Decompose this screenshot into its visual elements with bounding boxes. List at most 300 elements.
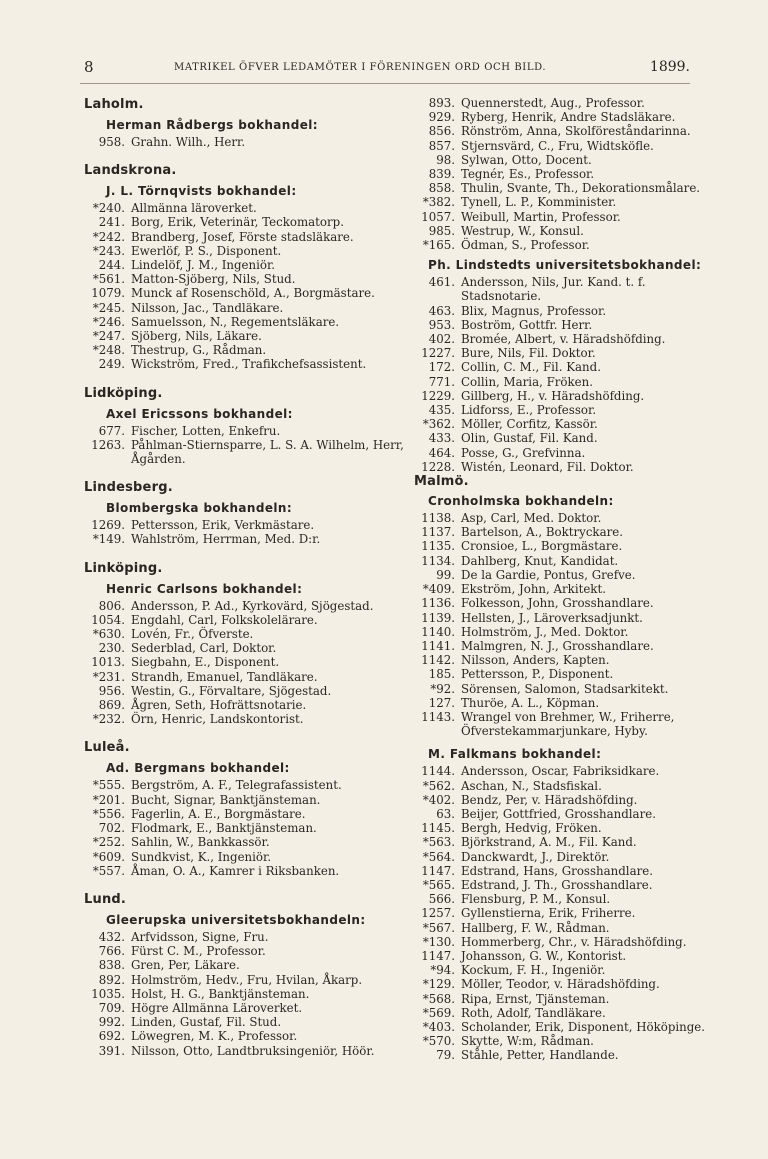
member-number: *564. [422,849,455,864]
member-number: *403. [422,1019,455,1034]
member-name: Beijer, Gottfried, Grosshandlare. [461,806,656,821]
member-number: 1141. [421,638,455,653]
member-name: Wrangel von Brehmer, W., Friherre, Öfverstekammarjunkare, Hyby. [461,709,675,739]
member-name: Holmström, Hedv., Fru, Hvilan, Åkarp. [131,972,363,987]
member-entry [414,181,728,195]
member-name: Allmänna läroverket. [131,201,257,216]
member-name: Thuröe, A. L., Köpman. [461,695,600,710]
member-name: Pettersson, P., Disponent. [461,667,614,682]
member-entry [414,195,728,209]
member-number: *555. [92,778,125,793]
member-number: 402. [428,332,455,347]
page-header [84,58,690,78]
bookshop-heading: Herman Rådbergs bokhandel: [106,118,318,132]
member-name: Edstrand, Hans, Grosshandlare. [461,863,653,878]
member-entry [414,460,728,474]
member-entry [414,949,728,963]
member-entry [414,611,728,625]
page-number: 8 [84,58,94,76]
member-number: *129. [422,977,455,992]
member-entry [414,667,728,681]
member-entry [414,653,728,667]
member-entry [84,655,404,669]
member-entry [414,431,728,445]
member-name: Weibull, Martin, Professor. [461,209,621,224]
bookshop-heading: M. Falkmans bokhandel: [428,747,602,762]
member-entry [84,641,404,655]
member-name: Ripa, Ernst, Tjänsteman. [461,991,610,1006]
member-name: Arfvidsson, Signe, Fru. [131,929,269,944]
member-name: Posse, G., Grefvinna. [461,445,586,460]
member-entry [414,864,728,878]
member-entry [414,963,728,977]
member-name: Nilsson, Anders, Kapten. [461,653,610,668]
member-number: 185. [428,667,455,682]
member-entry [84,864,404,878]
member-number: 893. [428,96,455,110]
member-entry [414,582,728,596]
member-name: Tynell, L. P., Komminister. [461,195,617,210]
town-heading: Lindesberg. [84,480,173,496]
member-number: 1139. [421,610,455,625]
member-entry [414,446,728,460]
member-entry [414,360,728,374]
member-number: *245. [92,300,125,315]
member-name: Grahn. Wilh., Herr. [131,135,246,149]
member-number: 461. [428,275,455,290]
member-name: Ågren, Seth, Hofrättsnotarie. [131,698,307,713]
member-number: 856. [428,124,455,139]
member-number: 433. [428,431,455,446]
member-number: 249. [98,357,125,372]
member-name: Fürst C. M., Professor. [131,944,266,959]
member-entry [84,215,404,229]
member-number: 1138. [421,511,455,526]
member-number: 1228. [421,459,455,474]
member-number: *570. [422,1034,455,1049]
member-number: *248. [92,343,125,358]
member-name: Sundkvist, K., Ingeniör. [131,849,272,864]
town-heading: Lund. [84,891,127,907]
member-name: Hallberg, F. W., Rådman. [461,920,610,935]
member-entry [414,977,728,991]
member-number: 869. [98,698,125,713]
member-name: Tegnér, Es., Professor. [461,167,595,182]
member-number: 953. [428,317,455,332]
member-entry [414,511,728,525]
member-name: Holst, H. G., Banktjänsteman. [131,986,310,1001]
member-entry [84,135,404,149]
member-name: Möller, Teodor, v. Häradshöfding. [461,977,660,992]
member-entry [414,554,728,568]
member-number: 98. [436,152,455,167]
member-number: *562. [422,778,455,793]
member-entry [84,958,404,972]
bookshop-heading: Blombergska bokhandeln: [106,501,293,516]
member-entry [84,835,404,849]
member-name: Sahlin, W., Bankkassör. [131,835,270,850]
member-entry [84,532,404,546]
member-number: *568. [422,991,455,1006]
member-number: 432. [98,929,125,944]
member-entry [84,258,404,272]
member-number: 992. [98,1015,125,1030]
member-number: 463. [428,303,455,318]
member-number: 230. [98,641,125,656]
member-entry [414,1048,728,1062]
member-number: 857. [428,138,455,153]
member-entry [84,1029,404,1043]
member-name: Westin, G., Förvaltare, Sjögestad. [131,683,332,698]
member-name: Örn, Henric, Landskontorist. [131,712,304,727]
member-number: 391. [98,1043,125,1058]
member-entry [414,167,728,181]
member-number: 1134. [421,553,455,568]
member-entry [414,389,728,403]
member-name: Aschan, N., Stadsfiskal. [461,778,602,793]
member-name: Ewerlöf, P. S., Disponent. [131,243,282,258]
member-name: Pettersson, Erik, Verkmästare. [131,518,315,533]
member-entry [84,807,404,821]
member-name: Påhlman-Stiernsparre, L. S. A. Wilhelm, Herr, Ågården. [131,437,404,467]
member-name: Bergh, Hedvig, Fröken. [461,821,602,836]
member-name: Munck af Rosenschöld, A., Borgmästare. [131,286,375,301]
member-entry [414,568,728,582]
member-entry [414,710,728,738]
member-entry [84,850,404,864]
member-entry [414,850,728,864]
member-name: Roth, Adolf, Tandläkare. [461,1005,606,1020]
member-name: Rönström, Anna, Skolföreståndarinna. [461,124,691,139]
member-name: Olin, Gustaf, Fil. Kand. [461,431,598,446]
member-number: 1057. [421,209,455,224]
member-number: 464. [428,445,455,460]
member-entry [84,286,404,300]
member-name: Ekström, John, Arkitekt. [461,582,606,597]
member-number: 692. [98,1029,125,1044]
member-number: 244. [98,258,125,273]
member-number: 766. [98,944,125,959]
right-column [414,96,728,1063]
member-name: Asp, Carl, Med. Doktor. [461,511,602,526]
member-name: Lindelöf, J. M., Ingeniör. [131,258,276,273]
member-entry [414,696,728,710]
member-number: 1142. [421,653,455,668]
member-entry [84,944,404,958]
member-number: 1136. [421,596,455,611]
member-entry [414,1020,728,1034]
town-heading: Luleå. [84,740,130,756]
member-name: Westrup, W., Konsul. [461,223,584,238]
member-entry [84,201,404,215]
member-entry [414,110,728,124]
member-name: Gillberg, H., v. Häradshöfding. [461,388,645,403]
member-entry [414,318,728,332]
header-rule [80,83,690,84]
member-name: Holmström, J., Med. Doktor. [461,624,629,639]
member-number: 958. [98,135,125,149]
member-entry [414,793,728,807]
member-entry [414,639,728,653]
member-entry [414,921,728,935]
member-name: Malmgren, N. J., Grosshandlare. [461,638,654,653]
member-number: *149. [92,532,125,547]
left-column [84,96,404,1058]
member-name: Wistén, Leonard, Fil. Doktor. [461,459,634,474]
member-name: Sörensen, Salomon, Stadsarkitekt. [461,681,669,696]
member-number: 892. [98,972,125,987]
member-number: 1140. [421,624,455,639]
member-number: *243. [92,243,125,258]
member-entry [84,301,404,315]
member-entry [414,403,728,417]
member-name: Löwegren, M. K., Professor. [131,1029,298,1044]
member-name: Åman, O. A., Kamrer i Riksbanken. [131,863,340,878]
member-name: Thulin, Svante, Th., Dekorationsmålare. [461,181,701,196]
member-number: *565. [422,877,455,892]
member-entry [414,807,728,821]
town-heading: Laholm. [84,97,144,112]
member-entry [414,539,728,553]
bookshop-heading: Cronholmska bokhandeln: [428,494,614,509]
member-number: 1257. [421,906,455,921]
member-name: Engdahl, Carl, Folkskolelärare. [131,612,318,627]
bookshop-heading: Ph. Lindstedts universitetsbokhandel: [428,258,702,273]
member-number: 929. [428,110,455,125]
member-entry [414,304,728,318]
member-name: Quennerstedt, Aug., Professor. [461,96,645,110]
member-number: *92. [430,681,455,696]
member-entry [84,1044,404,1058]
member-name: Linden, Gustaf, Fil. Stud. [131,1015,282,1030]
member-name: Stjernsvärd, C., Fru, Widtsköfle. [461,138,654,153]
member-entry [414,835,728,849]
member-number: 566. [428,892,455,907]
member-entry [84,272,404,286]
member-number: 677. [98,423,125,438]
member-entry [414,224,728,238]
member-entry [414,1006,728,1020]
member-number: 839. [428,167,455,182]
member-entry [84,793,404,807]
member-number: 1054. [91,612,125,627]
member-entry [414,153,728,167]
member-name: Fischer, Lotten, Enkefru. [131,423,281,438]
member-name: Johansson, G. W., Kontorist. [461,948,627,963]
bookshop-heading: Gleerupska universitetsbokhandeln: [106,912,366,927]
member-number: 771. [428,374,455,389]
member-name: Nilsson, Jac., Tandläkare. [131,300,284,315]
member-name: Björkstrand, A. M., Fil. Kand. [461,835,637,850]
member-number: *246. [92,314,125,329]
member-entry [84,613,404,627]
member-entry [84,599,404,613]
member-name: Lidforss, E., Professor. [461,403,597,418]
member-name: Fagerlin, A. E., Borgmästare. [131,806,306,821]
member-number: *94. [430,963,455,978]
member-number: 79. [436,1048,455,1063]
member-entry [414,821,728,835]
member-entry [414,210,728,224]
member-number: *409. [422,582,455,597]
member-number: 985. [428,223,455,238]
member-number: *402. [422,792,455,807]
member-entry [84,821,404,835]
member-number: *130. [422,934,455,949]
member-entry [414,764,728,778]
member-name: Ryberg, Henrik, Andre Stadsläkare. [461,110,676,125]
member-entry [414,275,728,303]
member-name: Nilsson, Otto, Landtbruksingeniör, Höör. [131,1043,375,1058]
member-number: *165. [422,238,455,253]
member-name: Högre Allmänna Läroverket. [131,1000,303,1015]
member-entry [414,935,728,949]
member-name: Bucht, Signar, Banktjänsteman. [131,792,321,807]
member-name: Sjöberg, Nils, Läkare. [131,329,262,344]
member-entry [414,992,728,1006]
member-number: *561. [92,272,125,287]
member-number: 1147. [421,948,455,963]
member-name: Brandberg, Josef, Förste stadsläkare. [131,229,354,244]
member-number: *630. [92,627,125,642]
member-entry [84,343,404,357]
member-name: Danckwardt, J., Direktör. [461,849,610,864]
member-name: Bendz, Per, v. Häradshöfding. [461,792,638,807]
member-name: Hellsten, J., Läroverksadjunkt. [461,610,643,625]
member-name: Skytte, W:m, Rådman. [461,1034,594,1049]
member-name: Folkesson, John, Grosshandlare. [461,596,654,611]
member-name: Hommerberg, Chr., v. Häradshöfding. [461,934,687,949]
member-name: Wickström, Fred., Trafikchefsassistent. [131,357,367,372]
member-name: Andersson, Nils, Jur. Kand. t. f. Stadsnotarie. [461,275,646,304]
member-name: Collin, Maria, Fröken. [461,374,594,389]
member-number: *231. [92,669,125,684]
member-number: *556. [92,806,125,821]
member-entry [414,892,728,906]
member-entry [414,139,728,153]
member-name: Edstrand, J. Th., Grosshandlare. [461,877,653,892]
member-number: 1137. [421,525,455,540]
member-name: Ödman, S., Professor. [461,238,590,253]
member-name: Kockum, F. H., Ingeniör. [461,963,606,978]
member-name: Flensburg, P. M., Konsul. [461,892,611,907]
member-name: Sederblad, Carl, Doktor. [131,641,277,656]
member-number: 435. [428,403,455,418]
bookshop-heading: J. L. Törnqvists bokhandel: [106,184,297,199]
member-name: Cronsioe, L., Borgmästare. [461,539,623,554]
member-number: 1263. [91,437,125,452]
member-number: 838. [98,958,125,973]
member-entry [414,346,728,360]
member-entry [84,1015,404,1029]
member-name: Scholander, Erik, Disponent, Hököpinge. [461,1019,706,1034]
member-entry [414,906,728,920]
member-entry [84,973,404,987]
member-number: 1229. [421,388,455,403]
member-entry [84,329,404,343]
member-name: Borg, Erik, Veterinär, Teckomatorp. [131,215,344,230]
member-entry [414,124,728,138]
member-number: 709. [98,1000,125,1015]
member-name: Dahlberg, Knut, Kandidat. [461,553,619,568]
member-number: 1143. [421,709,455,724]
member-name: Bromée, Albert, v. Häradshöfding. [461,332,666,347]
member-name: Andersson, Oscar, Fabriksidkare. [461,764,660,779]
member-name: Gyllenstierna, Erik, Friherre. [461,906,636,921]
member-name: Lovén, Fr., Öfverste. [131,627,254,642]
member-entry [414,779,728,793]
member-number: *240. [92,201,125,216]
member-number: *557. [92,863,125,878]
member-number: 1013. [91,655,125,670]
member-entry [414,417,728,431]
member-number: *362. [422,417,455,432]
member-number: 127. [428,695,455,710]
member-entry [84,244,404,258]
member-entry [414,375,728,389]
header-year: 1899. [649,59,690,75]
member-entry [84,712,404,726]
member-name: Boström, Gottfr. Herr. [461,317,593,332]
member-entry [84,315,404,329]
town-heading: Lidköping. [84,385,163,401]
member-number: *567. [422,920,455,935]
member-entry [414,682,728,696]
member-name: Andersson, P. Ad., Kyrkovärd, Sjögestad. [131,598,374,613]
member-entry [414,1034,728,1048]
member-number: *242. [92,229,125,244]
member-name: Blix, Magnus, Professor. [461,303,607,318]
town-heading: Linköping. [84,560,163,576]
member-name: Bartelson, A., Boktryckare. [461,525,623,540]
member-number: *232. [92,712,125,727]
member-entry [414,596,728,610]
member-entry [414,332,728,346]
member-number: 858. [428,181,455,196]
member-entry [84,1001,404,1015]
member-name: Strandh, Emanuel, Tandläkare. [131,669,318,684]
town-heading: Malmö. [414,474,469,490]
member-name: Bure, Nils, Fil. Doktor. [461,346,596,361]
member-entry [414,625,728,639]
member-entry [84,930,404,944]
member-number: 99. [436,567,455,582]
member-number: 1145. [421,821,455,836]
member-name: Samuelsson, N., Regementsläkare. [131,314,340,329]
member-entry [84,230,404,244]
member-name: Möller, Corfitz, Kassör. [461,417,598,432]
member-number: *609. [92,849,125,864]
member-number: 1144. [421,764,455,779]
member-number: 172. [428,360,455,375]
member-number: 1269. [91,518,125,533]
member-name: Ståhle, Petter, Handlande. [461,1048,619,1063]
bookshop-heading: Ad. Bergmans bokhandel: [106,761,290,776]
member-number: *252. [92,835,125,850]
member-name: Gren, Per, Läkare. [131,958,240,973]
member-number: 1227. [421,346,455,361]
member-name: Matton-Sjöberg, Nils, Stud. [131,272,296,287]
member-name: Thestrup, G., Rådman. [131,343,267,358]
member-number: *569. [422,1005,455,1020]
member-number: 956. [98,683,125,698]
member-entry [84,684,404,698]
member-number: 806. [98,598,125,613]
member-number: *563. [422,835,455,850]
member-entry [414,878,728,892]
member-number: 63. [436,806,455,821]
bookshop-heading: Henric Carlsons bokhandel: [106,581,303,596]
